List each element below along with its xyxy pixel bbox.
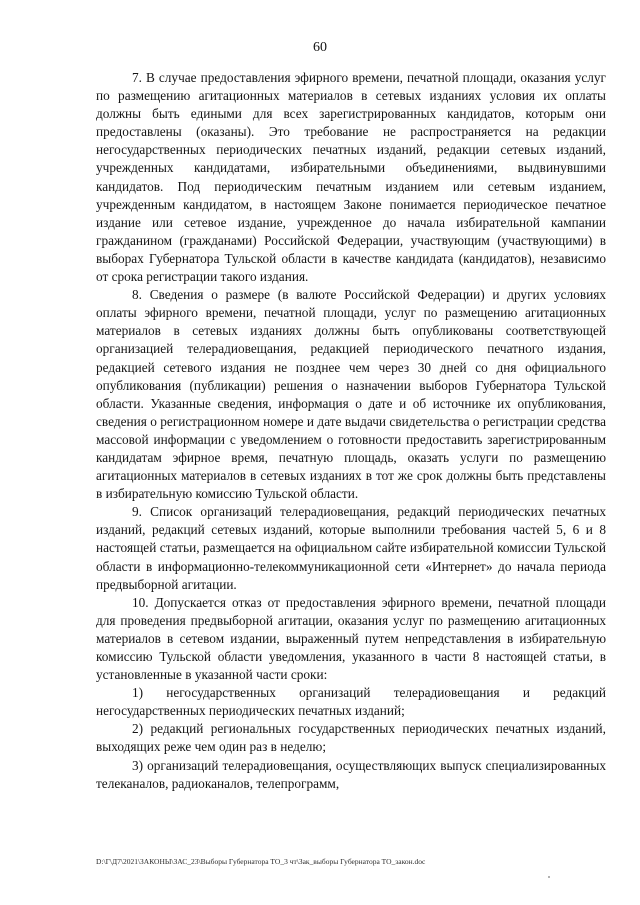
list-item-2: 2) редакций региональных государственных периодических печатных изданий, выходящих реже чем один раз в неделю; xyxy=(96,721,606,755)
page-number: 60 xyxy=(313,40,327,55)
paragraph-9: 9. Список организаций телерадиовещания, редакций периодических печатных изданий, редакций сетевых изданий, которые выполнили требования частей 5, 6 и 8 настоящей статьи, размещается на официальном сайте избирательной комиссии Тульской области в информационно-телекоммуникационной сети «Интернет» до начала периода предвыборной агитации. xyxy=(96,504,606,592)
list-item-3: 3) организаций телерадиовещания, осуществляющих выпуск специализированных телеканалов, радиоканалов, телепрограмм, xyxy=(96,757,606,791)
paragraph-7: 7. В случае предоставления эфирного времени, печатной площади, оказания услуг по размещению агитационных материалов в сетевых изданиях условия их оплаты должны быть едиными для всех зарегистрированных кандидатов, которым они предоставлены (оказаны). Это требование не распространяется на редакции негосударственных периодических печатных изданий, редакции сетевых изданий, учрежденных кандидатами, избирательными объединениями, выдвинувшими кандидатов. Под периодическим печатным изданием или сетевым изданием, учрежденным кандидатом, в настоящем Законе понимается периодическое печатное издание или сетевое издание, учрежденное до начала избирательной кампании гражданином (гражданами) Российской Федерации, участвующим (участвующими) в выборах Губернатора Тульской области в качестве кандидата (кандидатов), независимо от срока регистрации такого издания. xyxy=(96,70,606,285)
document-body xyxy=(96,69,606,793)
paragraph-10: 10. Допускается отказ от предоставления эфирного времени, печатной площади для проведения предвыборной агитации, оказания услуг по размещению агитационных материалов в сетевом издании, выраженный путем непредставления в избирательную комиссию Тульской области уведомления, указанного в части 8 настоящей статьи, в установленные в указанной части сроки: xyxy=(96,594,606,683)
paragraph-8: 8. Сведения о размере (в валюте Российской Федерации) и других условиях оплаты эфирного времени, печатной площади, услуг по размещению агитационных материалов в сетевых изданиях должны быть опубликованы соответствующей организацией телерадиовещания, редакцией периодического печатного издания, редакцией сетевого издания не позднее чем через 30 дней со дня официального опубликования (публикации) решения о назначении выборов Губернатора Тульской области. Указанные сведения, информация о дате и об источнике их опубликования, сведения о регистрационном номере и дате выдачи свидетельства о регистрации средства массовой информации с уведомлением о готовности предоставить зарегистрированным кандидатам эфирное время, печатную площадь, оказать услуги по размещению агитационных материалов в сетевых изданиях в тот же срок должны быть представлены в избирательную комиссию Тульской области. xyxy=(96,287,606,502)
list-item-1: 1) негосударственных организаций телерадиовещания и редакций негосударственных периодических печатных изданий; xyxy=(96,685,606,719)
scan-artifact xyxy=(548,876,550,878)
footer-file-path: D:\Г\Д7\2021\ЗАКОНЫ\ЗАС_23\Выборы Губернатора ТО_3 чт\Зак_выборы Губернатора ТО_закон.doc xyxy=(96,857,426,866)
